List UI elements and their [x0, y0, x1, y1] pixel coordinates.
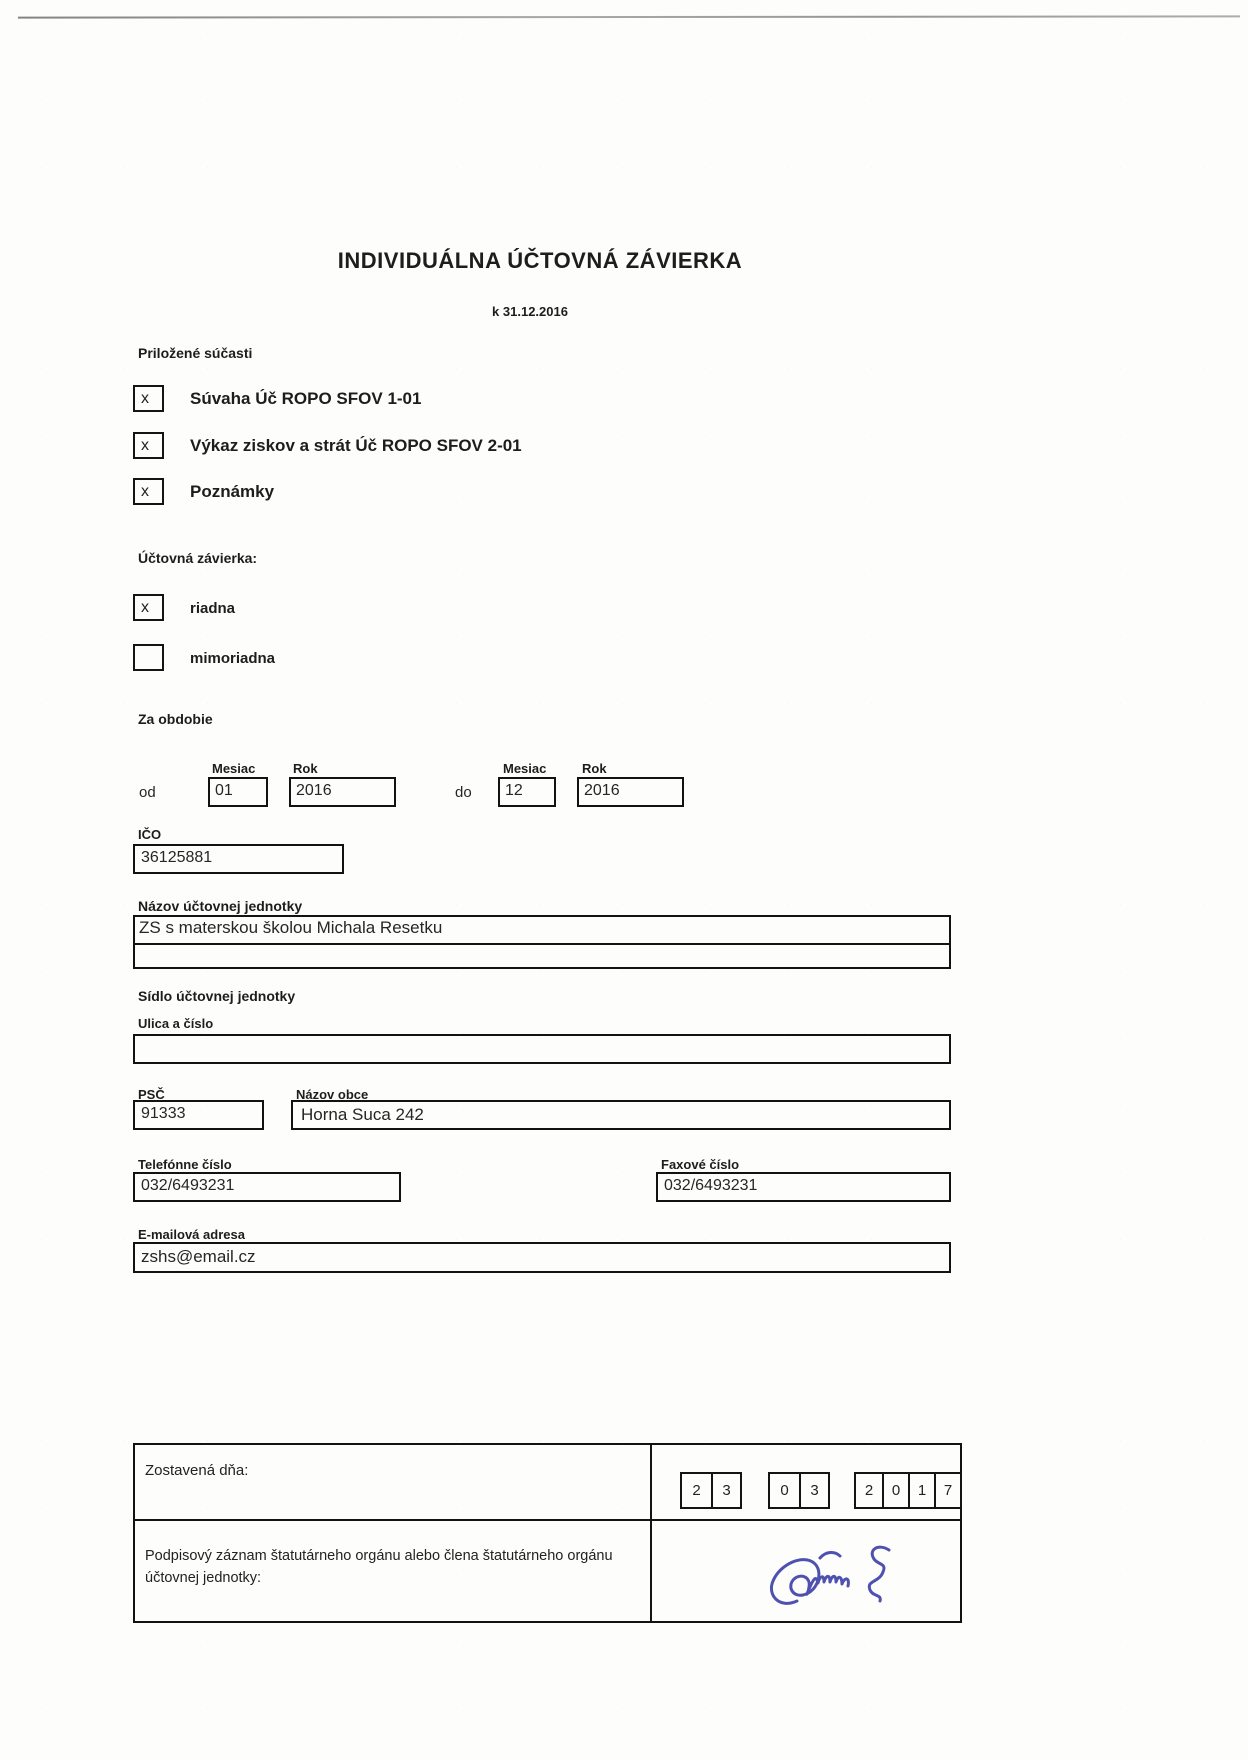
- table-column-divider: [650, 1445, 652, 1621]
- phone-field[interactable]: 032/6493231: [133, 1172, 401, 1202]
- seat-section-label: Sídlo účtovnej jednotky: [138, 988, 296, 1004]
- to-year-label: Rok: [582, 761, 607, 776]
- compiled-year-cell[interactable]: 0: [882, 1474, 908, 1507]
- period-section-label: Za obdobie: [138, 711, 213, 727]
- checkbox-mark: x: [141, 483, 149, 500]
- footer-table: [133, 1443, 962, 1623]
- email-label: E-mailová adresa: [138, 1227, 245, 1242]
- checkbox-suvaha[interactable]: [133, 385, 164, 412]
- checkbox-vykaz[interactable]: [133, 432, 164, 459]
- attachment-label-poznamky: Poznámky: [190, 482, 275, 501]
- city-field[interactable]: Horna Suca 242: [291, 1100, 951, 1130]
- closing-section-label: Účtovná závierka:: [138, 550, 258, 566]
- do-year-field[interactable]: 2016: [577, 777, 684, 807]
- from-year-label: Rok: [293, 761, 318, 776]
- checkbox-riadna[interactable]: [133, 594, 164, 621]
- compiled-day-cell[interactable]: 3: [711, 1474, 740, 1507]
- checkbox-mimoriadna[interactable]: [133, 644, 164, 671]
- compiled-year-cell[interactable]: 2: [864, 1482, 874, 1499]
- period-to-label: do: [455, 784, 472, 801]
- compiled-month-cell[interactable]: 0: [780, 1482, 789, 1499]
- fax-field[interactable]: 032/6493231: [656, 1172, 951, 1202]
- from-month-label: Mesiac: [212, 761, 256, 776]
- fax-label: Faxové číslo: [661, 1157, 740, 1172]
- compiled-year-cell[interactable]: 7: [934, 1474, 960, 1507]
- signature-handwriting-icon: [763, 1537, 933, 1619]
- attachment-label-vykaz: Výkaz ziskov a strát Úč ROPO SFOV 2-01: [190, 436, 522, 455]
- checkbox-mark: x: [141, 390, 149, 407]
- checkbox-mark: x: [141, 599, 149, 616]
- entity-name-label: Názov účtovnej jednotky: [138, 898, 303, 914]
- signature-label: Podpisový záznam štatutárneho orgánu alebo člena štatutárneho orgánu účtovnej jednotky:: [145, 1548, 613, 1587]
- do-month-field[interactable]: 12: [498, 777, 556, 807]
- form-title: INDIVIDUÁLNA ÚČTOVNÁ ZÁVIERKA: [337, 248, 743, 273]
- psc-label: PSČ: [138, 1087, 165, 1102]
- phone-label: Telefónne číslo: [138, 1157, 232, 1172]
- compiled-year-boxes[interactable]: [854, 1472, 962, 1509]
- attachments-section-label: Priložené súčasti: [138, 345, 253, 361]
- ico-field[interactable]: 36125881: [133, 844, 344, 874]
- street-label: Ulica a číslo: [138, 1016, 214, 1031]
- compiled-day-cell[interactable]: 2: [692, 1482, 701, 1499]
- email-field[interactable]: zshs@email.cz: [133, 1242, 951, 1273]
- to-month-label: Mesiac: [503, 761, 547, 776]
- compiled-month-cell[interactable]: 3: [799, 1474, 828, 1507]
- compiled-day-boxes[interactable]: [680, 1472, 742, 1509]
- entity-name-box: [133, 915, 951, 969]
- city-label: Názov obce: [296, 1087, 369, 1102]
- compiled-date-label: Zostavená dňa:: [145, 1462, 249, 1479]
- closing-label-mimoriadna: mimoriadna: [190, 650, 276, 667]
- ico-label: IČO: [138, 827, 162, 842]
- closing-label-riadna: riadna: [190, 600, 236, 617]
- street-field[interactable]: [133, 1034, 951, 1064]
- entity-name-field-2[interactable]: [135, 945, 949, 969]
- scan-artifact-line: [18, 15, 1240, 18]
- compiled-year-cell[interactable]: 1: [908, 1474, 934, 1507]
- od-month-field[interactable]: 01: [208, 777, 268, 807]
- attachment-label-suvaha: Súvaha Úč ROPO SFOV 1-01: [190, 389, 422, 408]
- od-year-field[interactable]: 2016: [289, 777, 396, 807]
- psc-field[interactable]: 91333: [133, 1100, 264, 1130]
- table-row-divider: [135, 1519, 960, 1521]
- checkbox-mark: x: [141, 437, 149, 454]
- entity-name-field[interactable]: ZS s materskou školou Michala Resetku: [135, 917, 949, 945]
- period-from-label: od: [139, 784, 156, 801]
- report-date: k 31.12.2016: [492, 304, 568, 319]
- checkbox-poznamky[interactable]: [133, 478, 164, 505]
- compiled-month-boxes[interactable]: [768, 1472, 830, 1509]
